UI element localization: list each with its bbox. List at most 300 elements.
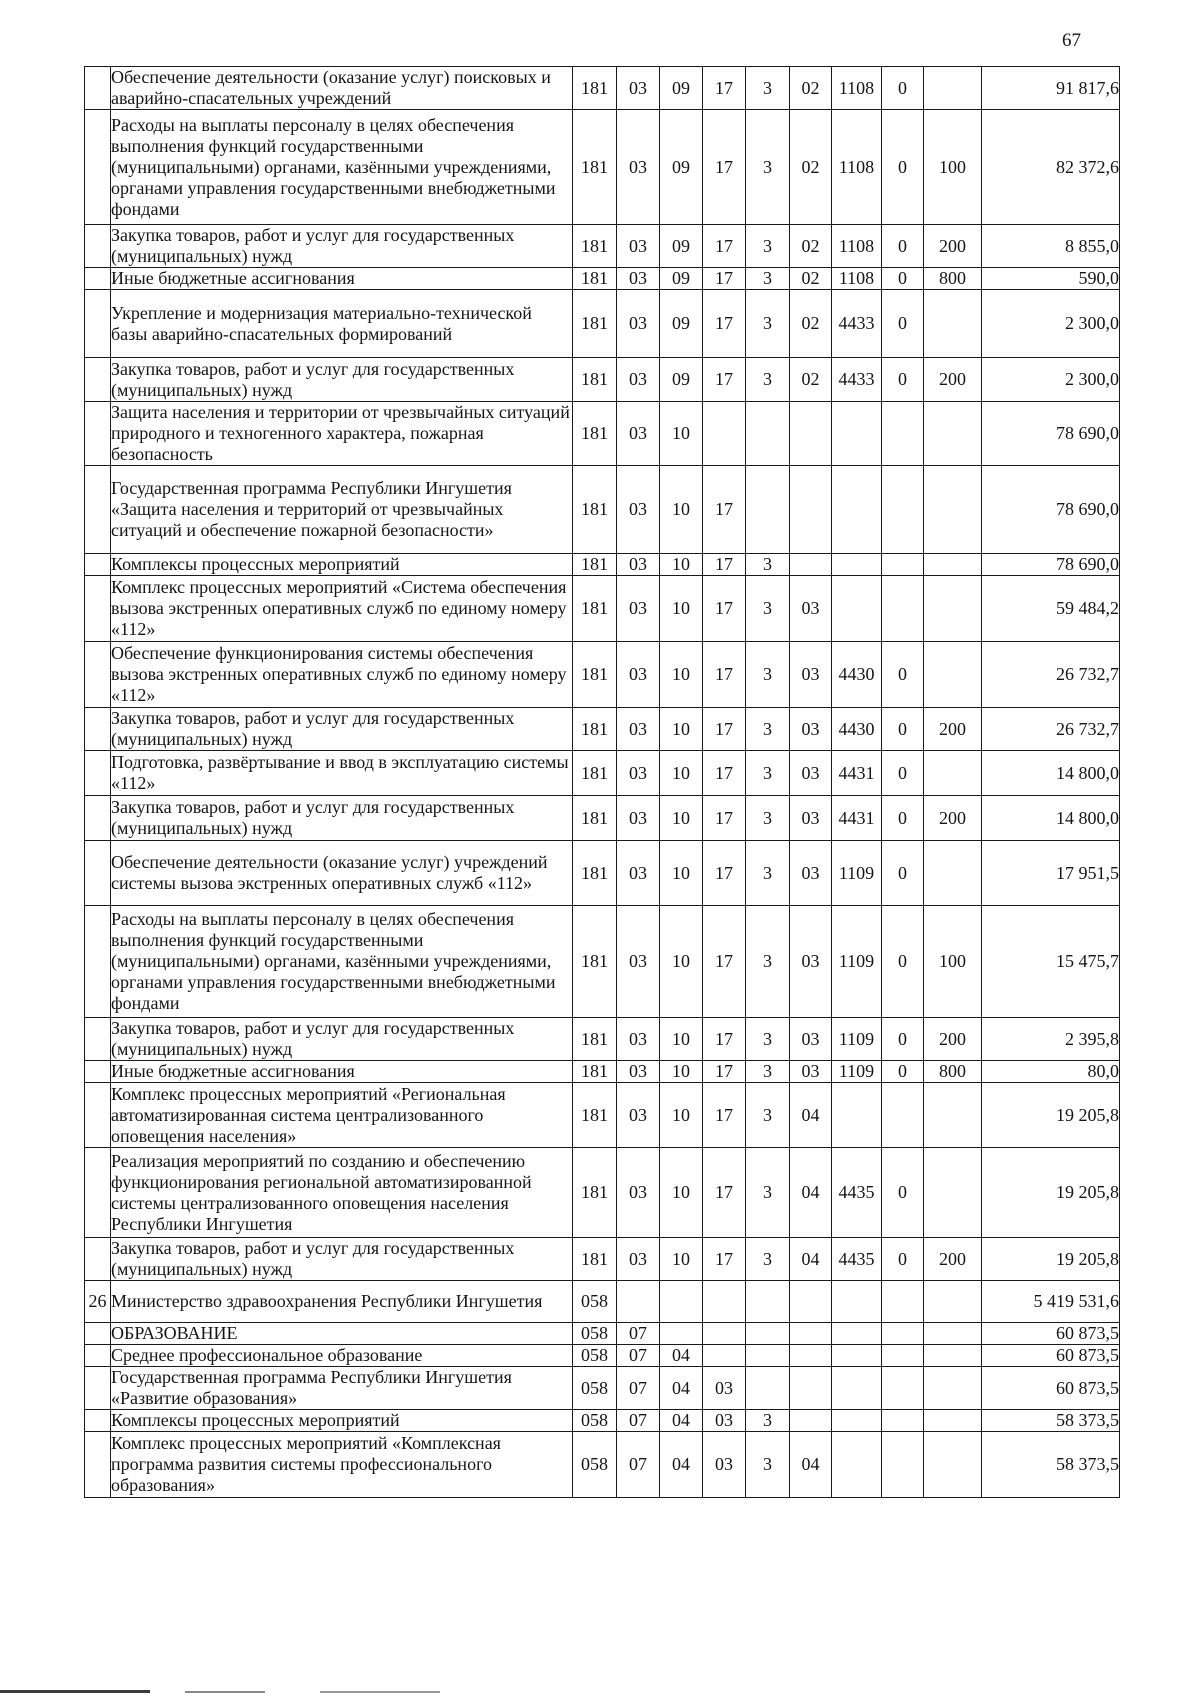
direction-code-cell: 4433 bbox=[832, 358, 882, 402]
direction-suffix-cell: 0 bbox=[882, 1238, 924, 1281]
program-code-cell: 17 bbox=[703, 1148, 746, 1238]
row-number-cell bbox=[85, 110, 111, 225]
activity-code-cell bbox=[790, 554, 832, 576]
table-row bbox=[85, 554, 1120, 576]
direction-code-cell bbox=[832, 1367, 882, 1410]
row-number-cell bbox=[85, 1323, 111, 1345]
section-code-cell: 03 bbox=[617, 1018, 660, 1061]
expense-type-cell bbox=[924, 290, 982, 358]
direction-suffix-cell bbox=[882, 1410, 924, 1432]
direction-code-cell: 4431 bbox=[832, 751, 882, 796]
table-row bbox=[85, 1323, 1120, 1345]
subsection-code-cell bbox=[660, 1281, 703, 1323]
item-name-cell: Среднее профессиональное образование bbox=[111, 1345, 573, 1367]
item-name-cell: Закупка товаров, работ и услуг для государственных (муниципальных) нужд bbox=[111, 1238, 573, 1281]
table-row bbox=[85, 642, 1120, 708]
subsection-code-cell: 10 bbox=[660, 576, 703, 642]
row-number-cell bbox=[85, 576, 111, 642]
direction-suffix-cell bbox=[882, 576, 924, 642]
direction-code-cell: 1108 bbox=[832, 67, 882, 110]
amount-cell: 17 951,5 bbox=[982, 841, 1120, 906]
table-row bbox=[85, 358, 1120, 402]
section-code-cell: 03 bbox=[617, 67, 660, 110]
ministry-code-cell: 181 bbox=[573, 290, 617, 358]
ministry-code-cell: 181 bbox=[573, 576, 617, 642]
amount-cell: 19 205,8 bbox=[982, 1238, 1120, 1281]
subsection-code-cell: 09 bbox=[660, 67, 703, 110]
ministry-code-cell: 181 bbox=[573, 268, 617, 290]
expense-type-cell bbox=[924, 67, 982, 110]
table-row bbox=[85, 1367, 1120, 1410]
item-name-cell: Обеспечение функционирования системы обеспечения вызова экстренных оперативных служб по единому номеру «112» bbox=[111, 642, 573, 708]
expense-type-cell bbox=[924, 1410, 982, 1432]
activity-code-cell: 03 bbox=[790, 841, 832, 906]
scan-artifact-line bbox=[0, 1690, 150, 1693]
subsection-code-cell bbox=[660, 1323, 703, 1345]
page-number: 67 bbox=[1062, 30, 1081, 51]
program-code-cell: 17 bbox=[703, 751, 746, 796]
item-name-cell: Закупка товаров, работ и услуг для государственных (муниципальных) нужд bbox=[111, 708, 573, 751]
activity-code-cell bbox=[790, 1345, 832, 1367]
table-row bbox=[85, 67, 1120, 110]
ministry-code-cell: 181 bbox=[573, 466, 617, 554]
program-code-cell: 17 bbox=[703, 906, 746, 1018]
section-code-cell: 03 bbox=[617, 268, 660, 290]
amount-cell: 60 873,5 bbox=[982, 1367, 1120, 1410]
item-name-cell: Закупка товаров, работ и услуг для государственных (муниципальных) нужд bbox=[111, 358, 573, 402]
amount-cell: 82 372,6 bbox=[982, 110, 1120, 225]
activity-code-cell bbox=[790, 1281, 832, 1323]
ministry-code-cell: 181 bbox=[573, 841, 617, 906]
row-number-cell bbox=[85, 1061, 111, 1083]
expense-type-cell bbox=[924, 642, 982, 708]
activity-code-cell: 03 bbox=[790, 906, 832, 1018]
direction-suffix-cell: 0 bbox=[882, 290, 924, 358]
direction-code-cell bbox=[832, 1323, 882, 1345]
direction-suffix-cell: 0 bbox=[882, 268, 924, 290]
direction-suffix-cell bbox=[882, 402, 924, 466]
table-row bbox=[85, 751, 1120, 796]
expense-type-cell: 200 bbox=[924, 358, 982, 402]
row-number-cell bbox=[85, 796, 111, 841]
row-number-cell bbox=[85, 1345, 111, 1367]
amount-cell: 19 205,8 bbox=[982, 1083, 1120, 1148]
direction-code-cell bbox=[832, 1432, 882, 1498]
direction-code-cell: 4430 bbox=[832, 642, 882, 708]
expense-type-cell bbox=[924, 1083, 982, 1148]
program-code-cell: 17 bbox=[703, 290, 746, 358]
expense-type-cell bbox=[924, 1345, 982, 1367]
subsection-code-cell: 10 bbox=[660, 554, 703, 576]
activity-code-cell bbox=[790, 1323, 832, 1345]
ministry-code-cell: 181 bbox=[573, 906, 617, 1018]
direction-code-cell bbox=[832, 1345, 882, 1367]
program-code-cell: 17 bbox=[703, 1083, 746, 1148]
program-code-cell bbox=[703, 1345, 746, 1367]
section-code-cell: 03 bbox=[617, 751, 660, 796]
program-code-cell: 17 bbox=[703, 841, 746, 906]
ministry-code-cell: 181 bbox=[573, 1238, 617, 1281]
direction-code-cell: 1108 bbox=[832, 225, 882, 268]
row-number-cell bbox=[85, 841, 111, 906]
section-code-cell bbox=[617, 1281, 660, 1323]
activity-code-cell bbox=[790, 1410, 832, 1432]
table-row bbox=[85, 1281, 1120, 1323]
row-number-cell bbox=[85, 1410, 111, 1432]
subprogram-code-cell: 3 bbox=[746, 67, 790, 110]
program-code-cell: 03 bbox=[703, 1367, 746, 1410]
table-row bbox=[85, 1432, 1120, 1498]
ministry-code-cell: 181 bbox=[573, 225, 617, 268]
subsection-code-cell: 10 bbox=[660, 402, 703, 466]
direction-suffix-cell: 0 bbox=[882, 1018, 924, 1061]
expense-type-cell: 200 bbox=[924, 796, 982, 841]
table-row bbox=[85, 796, 1120, 841]
section-code-cell: 03 bbox=[617, 796, 660, 841]
row-number-cell bbox=[85, 642, 111, 708]
subprogram-code-cell: 3 bbox=[746, 841, 790, 906]
subprogram-code-cell: 3 bbox=[746, 708, 790, 751]
subsection-code-cell: 10 bbox=[660, 841, 703, 906]
amount-cell: 78 690,0 bbox=[982, 554, 1120, 576]
row-number-cell bbox=[85, 751, 111, 796]
section-code-cell: 03 bbox=[617, 358, 660, 402]
subprogram-code-cell: 3 bbox=[746, 358, 790, 402]
direction-code-cell: 1108 bbox=[832, 110, 882, 225]
activity-code-cell: 04 bbox=[790, 1148, 832, 1238]
subprogram-code-cell: 3 bbox=[746, 1238, 790, 1281]
ministry-code-cell: 181 bbox=[573, 1061, 617, 1083]
direction-suffix-cell: 0 bbox=[882, 708, 924, 751]
row-number-cell bbox=[85, 1148, 111, 1238]
activity-code-cell: 02 bbox=[790, 110, 832, 225]
table-row bbox=[85, 576, 1120, 642]
table-row bbox=[85, 466, 1120, 554]
subsection-code-cell: 09 bbox=[660, 290, 703, 358]
direction-code-cell bbox=[832, 1281, 882, 1323]
activity-code-cell: 04 bbox=[790, 1238, 832, 1281]
item-name-cell: Комплекс процессных мероприятий «Система обеспечения вызова экстренных оперативных служб по единому номеру «112» bbox=[111, 576, 573, 642]
program-code-cell: 17 bbox=[703, 554, 746, 576]
section-code-cell: 03 bbox=[617, 642, 660, 708]
table-row bbox=[85, 268, 1120, 290]
section-code-cell: 07 bbox=[617, 1367, 660, 1410]
amount-cell: 590,0 bbox=[982, 268, 1120, 290]
row-number-cell: 26 bbox=[85, 1281, 111, 1323]
amount-cell: 78 690,0 bbox=[982, 402, 1120, 466]
section-code-cell: 07 bbox=[617, 1345, 660, 1367]
direction-code-cell: 1109 bbox=[832, 906, 882, 1018]
row-number-cell bbox=[85, 1367, 111, 1410]
item-name-cell: Подготовка, развёртывание и ввод в эксплуатацию системы «112» bbox=[111, 751, 573, 796]
subsection-code-cell: 09 bbox=[660, 268, 703, 290]
item-name-cell: Реализация мероприятий по созданию и обеспечению функционирования региональной автоматизированной системы централизованного оповещения населения Республики Ингушетия bbox=[111, 1148, 573, 1238]
table-row bbox=[85, 402, 1120, 466]
item-name-cell: Укрепление и модернизация материально-технической базы аварийно-спасательных формирований bbox=[111, 290, 573, 358]
direction-code-cell: 4435 bbox=[832, 1238, 882, 1281]
activity-code-cell: 02 bbox=[790, 268, 832, 290]
direction-suffix-cell bbox=[882, 1432, 924, 1498]
ministry-code-cell: 181 bbox=[573, 1148, 617, 1238]
item-name-cell: Закупка товаров, работ и услуг для государственных (муниципальных) нужд bbox=[111, 225, 573, 268]
subprogram-code-cell: 3 bbox=[746, 554, 790, 576]
program-code-cell: 17 bbox=[703, 110, 746, 225]
expense-type-cell bbox=[924, 751, 982, 796]
expense-type-cell bbox=[924, 841, 982, 906]
direction-code-cell: 4433 bbox=[832, 290, 882, 358]
item-name-cell: Обеспечение деятельности (оказание услуг) поисковых и аварийно-спасательных учреждений bbox=[111, 67, 573, 110]
direction-suffix-cell bbox=[882, 466, 924, 554]
amount-cell: 15 475,7 bbox=[982, 906, 1120, 1018]
ministry-code-cell: 058 bbox=[573, 1281, 617, 1323]
direction-code-cell: 1109 bbox=[832, 1061, 882, 1083]
direction-suffix-cell bbox=[882, 1281, 924, 1323]
ministry-code-cell: 181 bbox=[573, 708, 617, 751]
amount-cell: 58 373,5 bbox=[982, 1410, 1120, 1432]
direction-suffix-cell bbox=[882, 1323, 924, 1345]
table-row bbox=[85, 1345, 1120, 1367]
scan-artifact-line bbox=[320, 1691, 440, 1693]
activity-code-cell: 03 bbox=[790, 1018, 832, 1061]
direction-suffix-cell: 0 bbox=[882, 642, 924, 708]
activity-code-cell: 03 bbox=[790, 1061, 832, 1083]
activity-code-cell: 03 bbox=[790, 642, 832, 708]
section-code-cell: 07 bbox=[617, 1323, 660, 1345]
item-name-cell: Комплекс процессных мероприятий «Комплексная программа развития системы профессионального образования» bbox=[111, 1432, 573, 1498]
subsection-code-cell: 10 bbox=[660, 796, 703, 841]
item-name-cell: Закупка товаров, работ и услуг для государственных (муниципальных) нужд bbox=[111, 1018, 573, 1061]
activity-code-cell: 04 bbox=[790, 1083, 832, 1148]
subprogram-code-cell: 3 bbox=[746, 796, 790, 841]
direction-suffix-cell: 0 bbox=[882, 67, 924, 110]
expense-type-cell bbox=[924, 1367, 982, 1410]
amount-cell: 2 395,8 bbox=[982, 1018, 1120, 1061]
program-code-cell: 17 bbox=[703, 796, 746, 841]
subprogram-code-cell: 3 bbox=[746, 1018, 790, 1061]
amount-cell: 58 373,5 bbox=[982, 1432, 1120, 1498]
item-name-cell: Государственная программа Республики Ингушетия «Развитие образования» bbox=[111, 1367, 573, 1410]
subsection-code-cell: 04 bbox=[660, 1367, 703, 1410]
section-code-cell: 03 bbox=[617, 1238, 660, 1281]
activity-code-cell: 02 bbox=[790, 225, 832, 268]
item-name-cell: Защита населения и территории от чрезвычайных ситуаций природного и техногенного характера, пожарная безопасность bbox=[111, 402, 573, 466]
subprogram-code-cell: 3 bbox=[746, 1061, 790, 1083]
ministry-code-cell: 181 bbox=[573, 1083, 617, 1148]
direction-suffix-cell bbox=[882, 1345, 924, 1367]
direction-code-cell bbox=[832, 466, 882, 554]
direction-code-cell: 4435 bbox=[832, 1148, 882, 1238]
direction-code-cell bbox=[832, 402, 882, 466]
subprogram-code-cell: 3 bbox=[746, 642, 790, 708]
section-code-cell: 03 bbox=[617, 708, 660, 751]
ministry-code-cell: 181 bbox=[573, 796, 617, 841]
item-name-cell: Иные бюджетные ассигнования bbox=[111, 268, 573, 290]
section-code-cell: 03 bbox=[617, 225, 660, 268]
item-name-cell: Министерство здравоохранения Республики Ингушетия bbox=[111, 1281, 573, 1323]
program-code-cell: 17 bbox=[703, 67, 746, 110]
expense-type-cell bbox=[924, 1148, 982, 1238]
section-code-cell: 03 bbox=[617, 1061, 660, 1083]
row-number-cell bbox=[85, 402, 111, 466]
ministry-code-cell: 058 bbox=[573, 1345, 617, 1367]
direction-suffix-cell: 0 bbox=[882, 841, 924, 906]
direction-code-cell bbox=[832, 576, 882, 642]
scan-artifact-line bbox=[185, 1691, 265, 1693]
subprogram-code-cell: 3 bbox=[746, 906, 790, 1018]
subsection-code-cell: 10 bbox=[660, 1238, 703, 1281]
program-code-cell: 03 bbox=[703, 1432, 746, 1498]
table-row bbox=[85, 1148, 1120, 1238]
subsection-code-cell: 04 bbox=[660, 1345, 703, 1367]
item-name-cell: Государственная программа Республики Ингушетия «Защита населения и территорий от чрезвычайных ситуаций и обеспечение пожарной безопасности» bbox=[111, 466, 573, 554]
row-number-cell bbox=[85, 1238, 111, 1281]
budget-table bbox=[84, 66, 1120, 1498]
activity-code-cell: 02 bbox=[790, 67, 832, 110]
row-number-cell bbox=[85, 1018, 111, 1061]
amount-cell: 60 873,5 bbox=[982, 1345, 1120, 1367]
section-code-cell: 03 bbox=[617, 906, 660, 1018]
row-number-cell bbox=[85, 67, 111, 110]
item-name-cell: Комплексы процессных мероприятий bbox=[111, 1410, 573, 1432]
item-name-cell: Закупка товаров, работ и услуг для государственных (муниципальных) нужд bbox=[111, 796, 573, 841]
expense-type-cell: 200 bbox=[924, 708, 982, 751]
direction-suffix-cell: 0 bbox=[882, 796, 924, 841]
program-code-cell: 17 bbox=[703, 1238, 746, 1281]
amount-cell: 5 419 531,6 bbox=[982, 1281, 1120, 1323]
expense-type-cell: 800 bbox=[924, 268, 982, 290]
subsection-code-cell: 04 bbox=[660, 1410, 703, 1432]
activity-code-cell: 03 bbox=[790, 796, 832, 841]
expense-type-cell: 100 bbox=[924, 110, 982, 225]
direction-code-cell: 1109 bbox=[832, 1018, 882, 1061]
amount-cell: 26 732,7 bbox=[982, 708, 1120, 751]
ministry-code-cell: 181 bbox=[573, 1018, 617, 1061]
row-number-cell bbox=[85, 1083, 111, 1148]
direction-code-cell: 1108 bbox=[832, 268, 882, 290]
row-number-cell bbox=[85, 1432, 111, 1498]
subprogram-code-cell bbox=[746, 1281, 790, 1323]
subprogram-code-cell: 3 bbox=[746, 110, 790, 225]
amount-cell: 59 484,2 bbox=[982, 576, 1120, 642]
direction-code-cell bbox=[832, 1410, 882, 1432]
subprogram-code-cell: 3 bbox=[746, 1083, 790, 1148]
activity-code-cell: 03 bbox=[790, 708, 832, 751]
item-name-cell: Комплекс процессных мероприятий «Региональная автоматизированная система централизованного оповещения населения» bbox=[111, 1083, 573, 1148]
subsection-code-cell: 10 bbox=[660, 1148, 703, 1238]
expense-type-cell bbox=[924, 554, 982, 576]
activity-code-cell: 03 bbox=[790, 751, 832, 796]
subprogram-code-cell: 3 bbox=[746, 225, 790, 268]
amount-cell: 91 817,6 bbox=[982, 67, 1120, 110]
program-code-cell: 17 bbox=[703, 576, 746, 642]
table-row bbox=[85, 1238, 1120, 1281]
activity-code-cell bbox=[790, 466, 832, 554]
row-number-cell bbox=[85, 708, 111, 751]
program-code-cell: 17 bbox=[703, 708, 746, 751]
expense-type-cell bbox=[924, 402, 982, 466]
ministry-code-cell: 181 bbox=[573, 110, 617, 225]
section-code-cell: 03 bbox=[617, 290, 660, 358]
item-name-cell: ОБРАЗОВАНИЕ bbox=[111, 1323, 573, 1345]
ministry-code-cell: 181 bbox=[573, 751, 617, 796]
amount-cell: 60 873,5 bbox=[982, 1323, 1120, 1345]
subsection-code-cell: 10 bbox=[660, 1018, 703, 1061]
expense-type-cell: 800 bbox=[924, 1061, 982, 1083]
direction-suffix-cell: 0 bbox=[882, 906, 924, 1018]
row-number-cell bbox=[85, 554, 111, 576]
direction-suffix-cell: 0 bbox=[882, 1148, 924, 1238]
direction-suffix-cell: 0 bbox=[882, 1061, 924, 1083]
section-code-cell: 03 bbox=[617, 554, 660, 576]
section-code-cell: 03 bbox=[617, 466, 660, 554]
subsection-code-cell: 10 bbox=[660, 642, 703, 708]
subsection-code-cell: 10 bbox=[660, 906, 703, 1018]
expense-type-cell bbox=[924, 1432, 982, 1498]
item-name-cell: Иные бюджетные ассигнования bbox=[111, 1061, 573, 1083]
table-row bbox=[85, 110, 1120, 225]
direction-code-cell bbox=[832, 1083, 882, 1148]
program-code-cell bbox=[703, 1281, 746, 1323]
program-code-cell: 03 bbox=[703, 1410, 746, 1432]
subprogram-code-cell: 3 bbox=[746, 576, 790, 642]
direction-suffix-cell: 0 bbox=[882, 751, 924, 796]
subsection-code-cell: 09 bbox=[660, 110, 703, 225]
table-row bbox=[85, 1061, 1120, 1083]
section-code-cell: 03 bbox=[617, 841, 660, 906]
amount-cell: 8 855,0 bbox=[982, 225, 1120, 268]
direction-suffix-cell: 0 bbox=[882, 225, 924, 268]
program-code-cell: 17 bbox=[703, 1061, 746, 1083]
ministry-code-cell: 181 bbox=[573, 67, 617, 110]
subprogram-code-cell bbox=[746, 1323, 790, 1345]
table-row bbox=[85, 1410, 1120, 1432]
direction-suffix-cell: 0 bbox=[882, 110, 924, 225]
ministry-code-cell: 058 bbox=[573, 1367, 617, 1410]
expense-type-cell: 100 bbox=[924, 906, 982, 1018]
item-name-cell: Расходы на выплаты персоналу в целях обеспечения выполнения функций государственными (муниципальными) органами, казёнными учреждениями, органами управления государственными внебюджетными фондами bbox=[111, 906, 573, 1018]
table-row bbox=[85, 1083, 1120, 1148]
activity-code-cell bbox=[790, 1367, 832, 1410]
direction-code-cell: 1109 bbox=[832, 841, 882, 906]
expense-type-cell bbox=[924, 1323, 982, 1345]
ministry-code-cell: 058 bbox=[573, 1432, 617, 1498]
row-number-cell bbox=[85, 466, 111, 554]
row-number-cell bbox=[85, 290, 111, 358]
subprogram-code-cell bbox=[746, 1367, 790, 1410]
amount-cell: 2 300,0 bbox=[982, 358, 1120, 402]
amount-cell: 19 205,8 bbox=[982, 1148, 1120, 1238]
activity-code-cell: 02 bbox=[790, 358, 832, 402]
section-code-cell: 03 bbox=[617, 1148, 660, 1238]
subprogram-code-cell bbox=[746, 466, 790, 554]
subprogram-code-cell bbox=[746, 402, 790, 466]
activity-code-cell: 03 bbox=[790, 576, 832, 642]
amount-cell: 14 800,0 bbox=[982, 751, 1120, 796]
ministry-code-cell: 058 bbox=[573, 1410, 617, 1432]
expense-type-cell bbox=[924, 466, 982, 554]
program-code-cell bbox=[703, 402, 746, 466]
direction-code-cell: 4431 bbox=[832, 796, 882, 841]
table-row bbox=[85, 841, 1120, 906]
direction-code-cell: 4430 bbox=[832, 708, 882, 751]
section-code-cell: 07 bbox=[617, 1432, 660, 1498]
program-code-cell: 17 bbox=[703, 466, 746, 554]
ministry-code-cell: 058 bbox=[573, 1323, 617, 1345]
subprogram-code-cell: 3 bbox=[746, 1410, 790, 1432]
amount-cell: 2 300,0 bbox=[982, 290, 1120, 358]
expense-type-cell: 200 bbox=[924, 225, 982, 268]
expense-type-cell: 200 bbox=[924, 1018, 982, 1061]
